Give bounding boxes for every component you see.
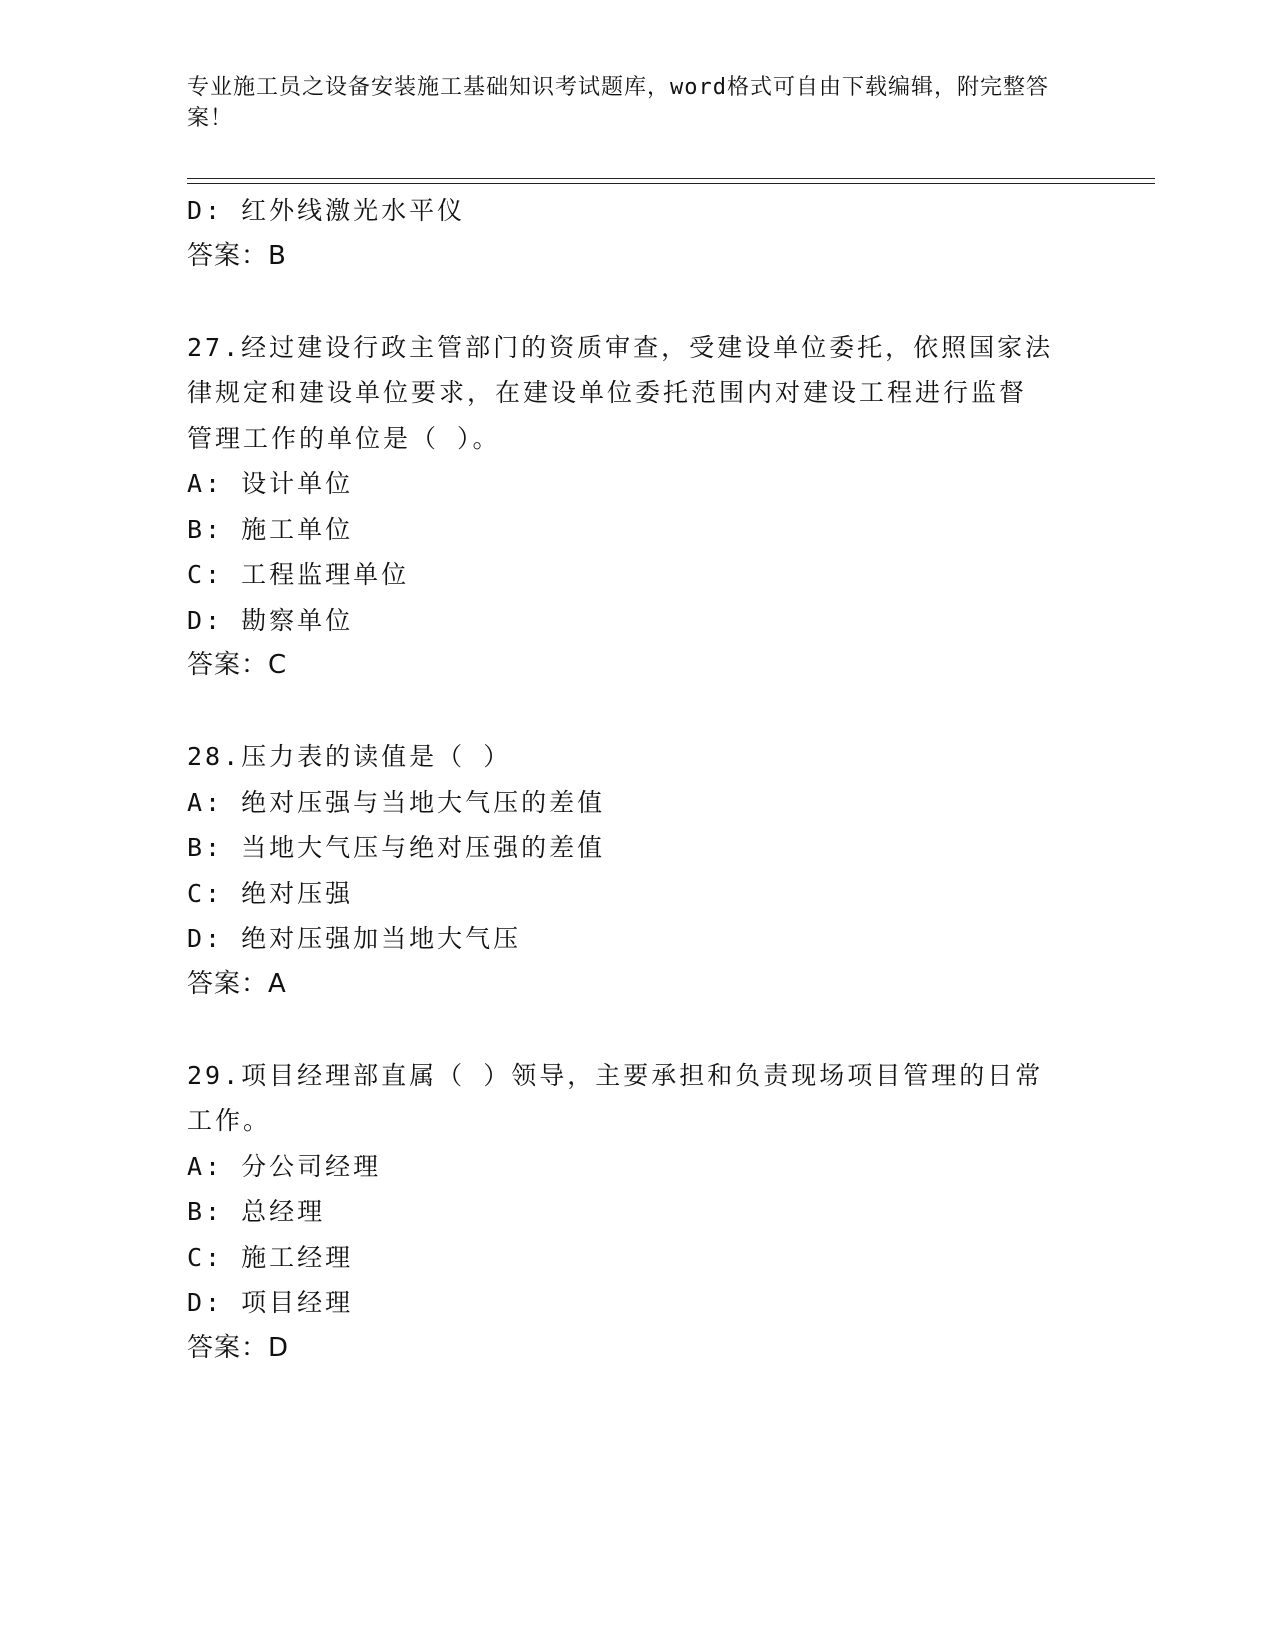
question-29-option-a: A: 分公司经理: [187, 1151, 382, 1181]
question-28-option-b: B: 当地大气压与绝对压强的差值: [187, 833, 606, 862]
header-divider-bottom: [187, 183, 1155, 184]
question-27-option-a: A: 设计单位: [187, 469, 354, 498]
question-28-line-1: 28.压力表的读值是（ ）: [187, 742, 512, 771]
question-27-answer: 答案：C: [187, 650, 288, 680]
header-divider-top: [187, 178, 1155, 179]
question-28-answer: 答案：A: [187, 968, 287, 999]
page-header: 专业施工员之设备安装施工基础知识考试题库，word格式可自由下载编辑，附完整答案！: [187, 75, 1049, 131]
question-27-line-2: 律规定和建设单位要求，在建设单位委托范围内对建设工程进行监督: [187, 378, 1028, 407]
question-27-line-1: 27.经过建设行政主管部门的资质审查，受建设单位委托，依照国家法: [187, 332, 1054, 362]
question-29-line-1: 29.项目经理部直属（ ）领导，主要承担和负责现场项目管理的日常: [187, 1060, 1044, 1090]
question-27-option-c: C: 工程监理单位: [187, 560, 410, 589]
question-content: [187, 188, 1087, 1371]
question-28-option-c: C: 绝对压强: [187, 878, 354, 908]
answer-line: 答案：B: [187, 240, 287, 271]
spacer: [187, 1007, 1087, 1053]
question-27-option-d: D: 勘察单位: [187, 605, 354, 635]
question-29-option-d: D: 项目经理: [187, 1288, 354, 1317]
spacer: [187, 689, 1087, 735]
question-29-answer: 答案：D: [187, 1332, 290, 1363]
question-28-option-a: A: 绝对压强与当地大气压的差值: [187, 787, 606, 817]
question-27-line-3: 管理工作的单位是（ ）。: [187, 423, 501, 453]
question-27-option-b: B: 施工单位: [187, 514, 354, 544]
question-28-option-d: D: 绝对压强加当地大气压: [187, 924, 522, 953]
question-29-line-2: 工作。: [187, 1106, 272, 1135]
question-29-option-c: C: 施工经理: [187, 1242, 354, 1272]
question-29-option-b: B: 总经理: [187, 1197, 326, 1226]
spacer: [187, 279, 1087, 325]
option-d: D: 红外线激光水平仪: [187, 196, 466, 225]
